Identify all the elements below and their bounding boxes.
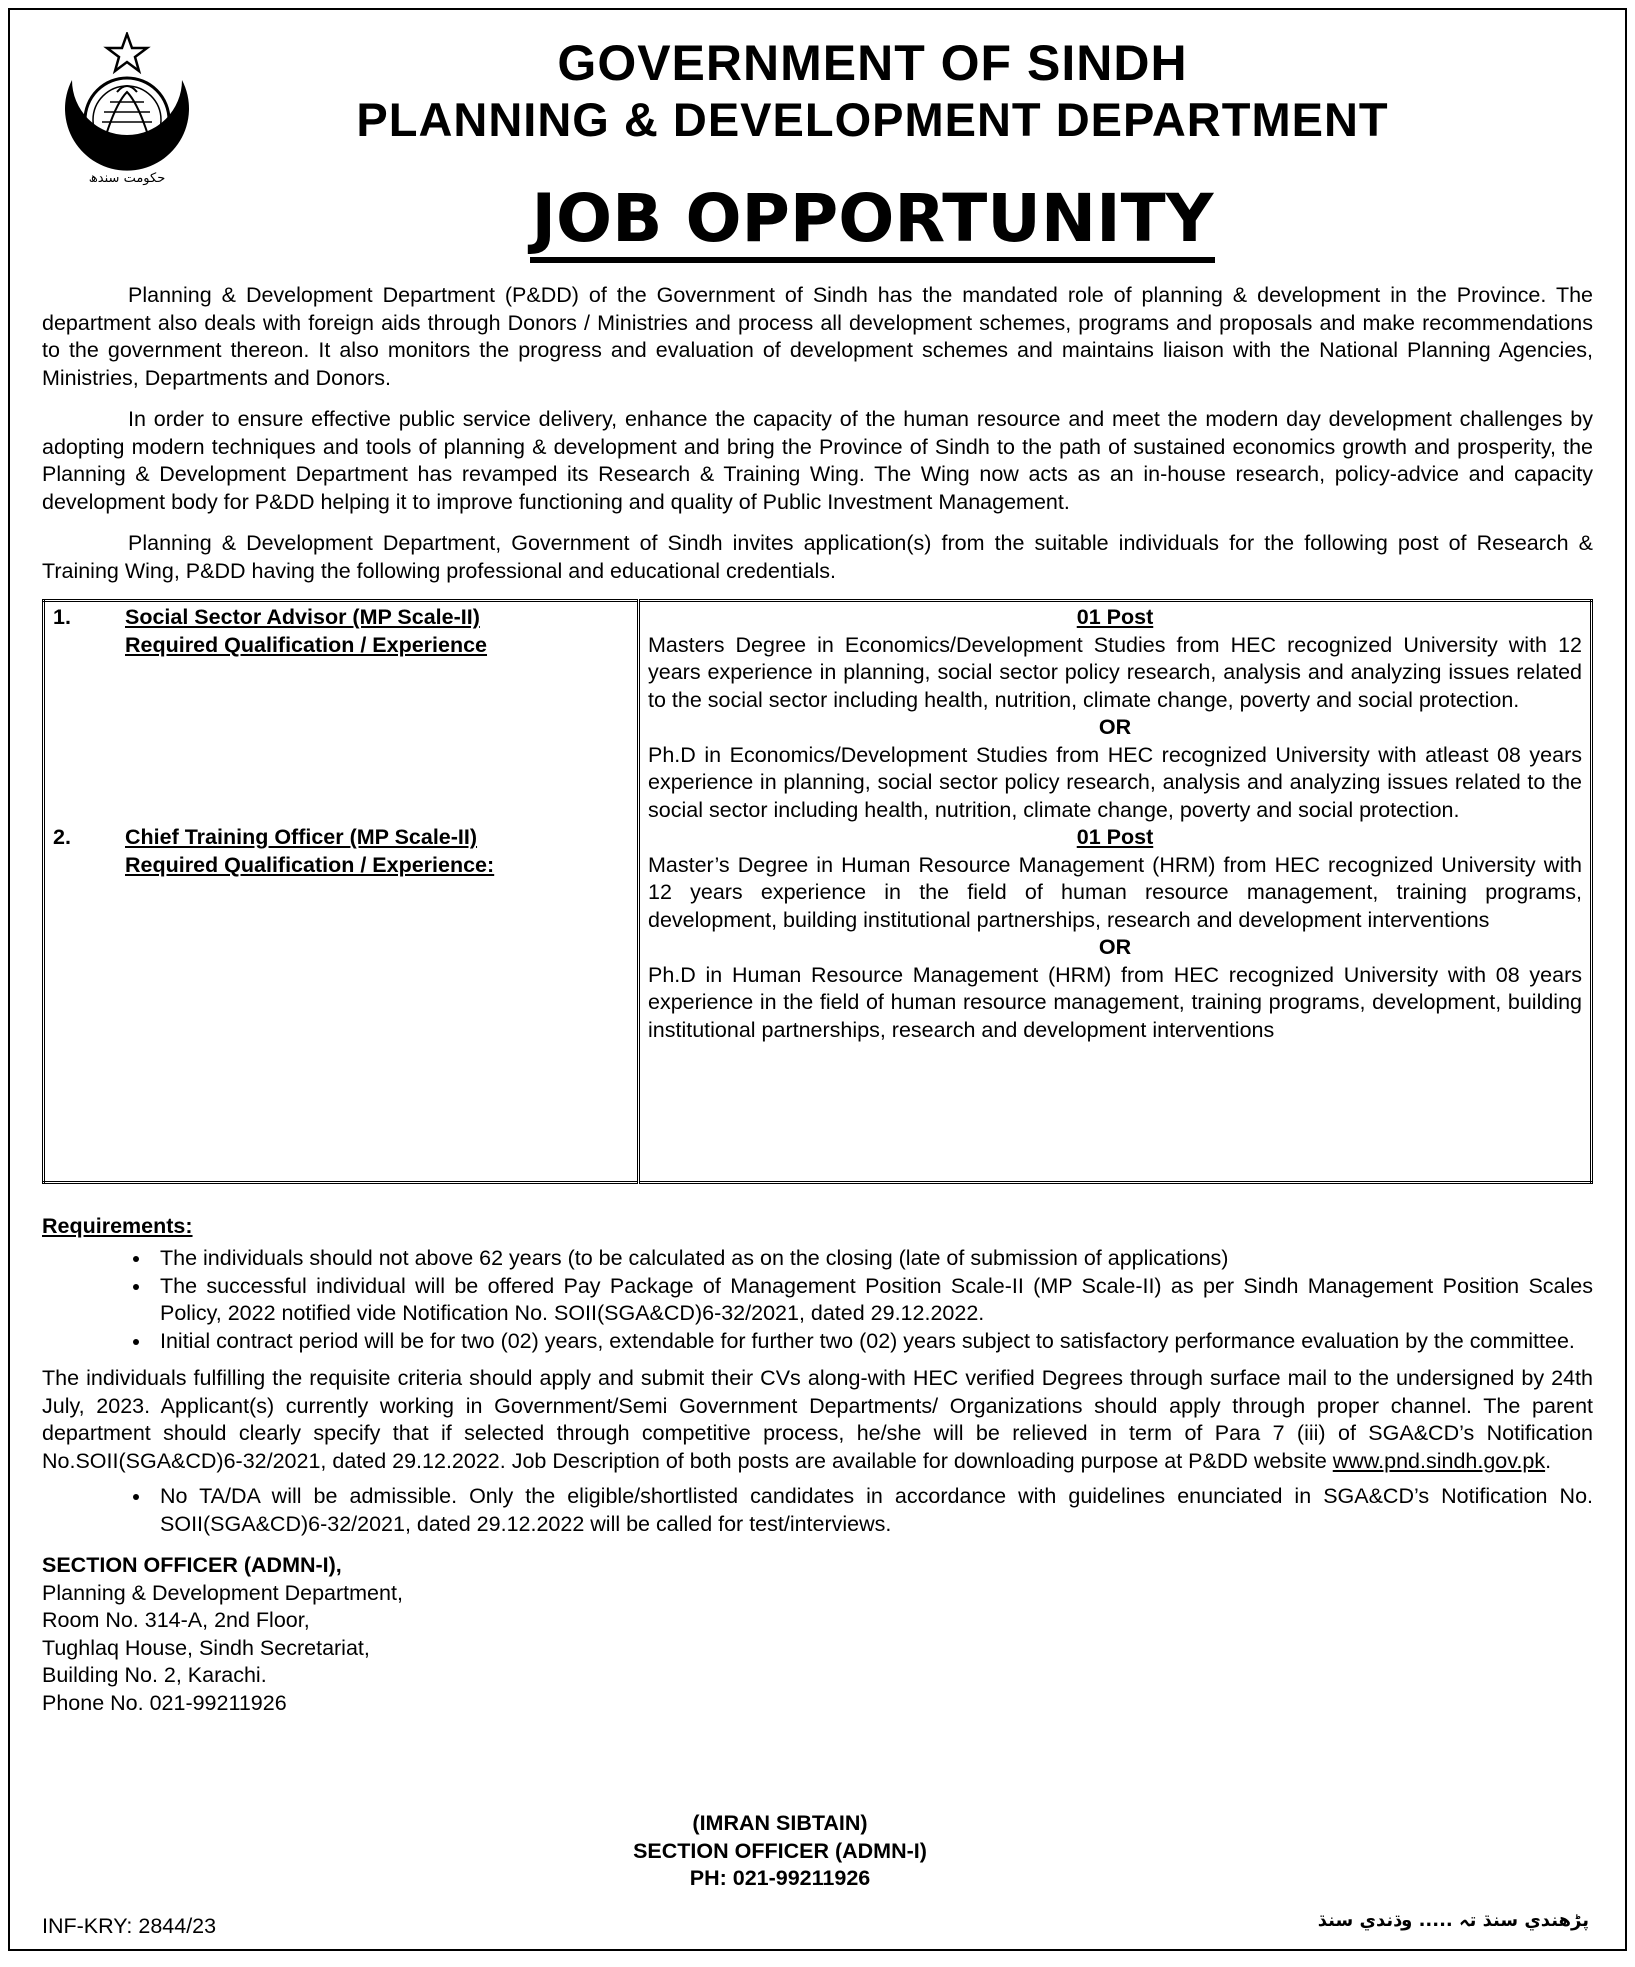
- advertisement-body: [42, 282, 1593, 1717]
- website-link[interactable]: www.pnd.sindh.gov.pk: [1332, 1448, 1546, 1473]
- contact-address: [42, 1552, 1593, 1717]
- intro-paragraph: Planning & Development Department (P&DD) of the Government of Sindh has the mandated role of planning & development in the Province. The department also deals with foreign aids through Donors / Ministries and process all development schemes, programs and proposals and make recommendations to the government thereon. It also monitors the progress and evaluation of development schemes and maintains liaison with the National Planning Agencies, Ministries, Departments and Donors.: [42, 283, 1593, 390]
- intro-paragraph: Planning & Development Department, Government of Sindh invites application(s) from the suitable individuals for the following post of Research & Training Wing, P&DD having the following professional and educational credentials.: [42, 531, 1593, 583]
- or-separator: OR: [1098, 935, 1132, 959]
- address-title: SECTION OFFICER (ADMN-I),: [42, 1553, 342, 1577]
- application-instructions: The individuals fulfilling the requisite criteria should apply and submit their CVs along-with HEC verified Degrees through surface mail to the undersigned by 24th July, 2023. Applicant(s) currently working in Government/Semi Government Departments/ Organizations should apply through proper channel. The parent department should clearly specify that if selected through competitive process, he/she will be relieved in term of Para 7 (iii) of SGA&CD’s Notification No.SOII(SGA&CD)6-32/2021, dated 29.12.2022. Job Description of both posts are available for downloading purpose at P&DD website www.pnd.sindh.gov.pk.: [42, 1366, 1593, 1473]
- address-line: Planning & Development Department,: [42, 1580, 403, 1605]
- job-opportunity-heading: JOB OPPORTUNITY: [10, 180, 1625, 257]
- qualification-text: Masters Degree in Economics/Development Studies from HEC recognized University with 12 years experience in planning, social sector policy research, analysis and analyzing issues related to the social sector including health, nutrition, climate change, poverty and social protection.: [648, 632, 1582, 712]
- reference-number: INF-KRY: 2844/23: [42, 1914, 217, 1938]
- job-requirement-label: Required Qualification / Experience:: [125, 852, 495, 877]
- or-separator: OR: [1098, 715, 1132, 739]
- job-number: 2.: [53, 825, 71, 849]
- note-list: [42, 1483, 1593, 1538]
- table-row: [44, 601, 1592, 1183]
- job-name: Social Sector Advisor (MP Scale-II): [125, 605, 480, 629]
- intro-paragraph: In order to ensure effective public service delivery, enhance the capacity of the human resource and meet the modern day development challenges by adopting modern techniques and tools of planning & development and bring the Province of Sindh to the path of sustained economics growth and prosperity, the Planning & Development Department has revamped its Research & Training Wing. The Wing now acts as an in-house research, policy-advice and capacity development body for P&DD helping it to improve functioning and quality of Public Investment Management.: [42, 407, 1593, 514]
- job-number: 1.: [53, 605, 71, 629]
- requirements-list: [42, 1245, 1593, 1355]
- qualifications-column: [639, 601, 1592, 1183]
- address-line: Building No. 2, Karachi.: [42, 1663, 267, 1687]
- address-line: Phone No. 021-99211926: [42, 1690, 287, 1715]
- signatory-phone: PH: 021-99211926: [689, 1866, 871, 1890]
- list-item: • No TA/DA will be admissible. Only the eligible/shortlisted candidates in accordance with guidelines enunciated in SGA&CD’s Notification No. SOII(SGA&CD)6-32/2021, dated 29.12.2022 will be called for test/interviews.: [152, 1483, 1593, 1538]
- advertisement-page: [8, 8, 1627, 1951]
- requirements-heading: Requirements:: [42, 1214, 193, 1238]
- list-item: • The successful individual will be offered Pay Package of Management Position Scale-II (MP Scale-II) as per Sindh Management Position Scales Policy, 2022 notified vide Notification No. SOII(SGA&CD)6-32/2021, dated 29.12.2022.: [152, 1273, 1593, 1328]
- post-count: 01 Post: [1076, 825, 1154, 849]
- qualification-text: Master’s Degree in Human Resource Management (HRM) from HEC recognized University with 12 years experience in the field of human resource management, training programs, development, building institutional partnerships, research and development interventions: [648, 852, 1582, 932]
- job-posts-table: [42, 599, 1593, 1184]
- government-title: GOVERNMENT OF SINDH: [557, 35, 1188, 91]
- department-title: PLANNING & DEVELOPMENT DEPARTMENT: [356, 93, 1389, 146]
- header: [10, 34, 1625, 148]
- list-item: • Initial contract period will be for two (02) years, extendable for further two (02) years subject to satisfactory performance evaluation by the committee.: [152, 1328, 1593, 1356]
- qualification-text: Ph.D in Economics/Development Studies from HEC recognized University with atleast 08 years experience in planning, social sector policy research, analysis and analyzing issues related to the social sector including health, nutrition, climate change, poverty and social protection.: [648, 742, 1582, 822]
- job-requirement-label: Required Qualification / Experience: [125, 632, 488, 657]
- qualification-text: Ph.D in Human Resource Management (HRM) from HEC recognized University with 08 years experience in the field of human resource management, training programs, development, building institutional partnerships, research and development interventions: [648, 962, 1582, 1042]
- job-title-row: [53, 824, 631, 879]
- signatory-name: (IMRAN SIBTAIN): [692, 1811, 868, 1835]
- svg-text:حکومت سندھ: حکومت سندھ: [88, 171, 166, 186]
- post-titles-column: [44, 601, 639, 1183]
- address-line: Tughlaq House, Sindh Secretariat,: [42, 1635, 370, 1660]
- signature-block: [510, 1810, 1050, 1893]
- job-name: Chief Training Officer (MP Scale-II): [125, 825, 478, 849]
- sindhi-tagline: پڑھندي سنڌ تہ ..... وڌندي سنڌ: [1317, 1910, 1589, 1931]
- job-title-row: [53, 604, 631, 659]
- list-item: • The individuals should not above 62 years (to be calculated as on the closing (late of submission of applications): [152, 1245, 1593, 1273]
- address-line: Room No. 314-A, 2nd Floor,: [42, 1608, 310, 1632]
- post-count: 01 Post: [1076, 605, 1154, 629]
- signatory-designation: SECTION OFFICER (ADMN-I): [633, 1838, 927, 1863]
